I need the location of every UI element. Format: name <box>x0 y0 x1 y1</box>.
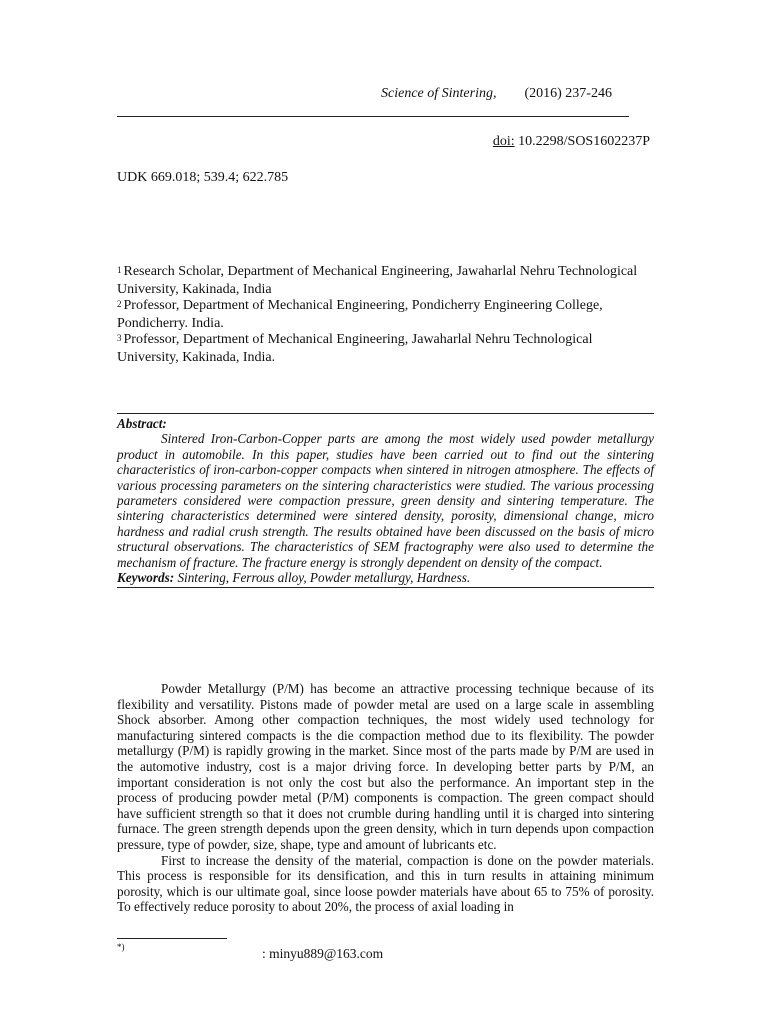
affiliation-number: 1 <box>117 265 122 275</box>
abstract-heading: Abstract: <box>117 416 167 431</box>
affiliation-number: 2 <box>117 299 122 309</box>
footnote-email: : minyu889@163.com <box>262 946 384 961</box>
footnote-mark: *) <box>117 942 125 952</box>
affiliation-3 <box>117 331 657 366</box>
body-text <box>117 681 654 915</box>
doi-value: 10.2298/SOS1602237P <box>514 134 650 149</box>
doi-link[interactable]: doi: <box>492 134 515 149</box>
footnote-rule <box>117 938 227 939</box>
journal-citation <box>381 86 612 102</box>
body-paragraph-1: Powder Metallurgy (P/M) has become an attractive processing technique because of its flexibility and versatility. Pistons made of powder metal are used on a large scale in assembling Shock absorber. Among other compaction techniques, the most widely used technology for manufacturing sintered compacts is the die compaction method due to its flexibility. The powder metallurgy (P/M) is rapidly growing in the market. Since most of the parts made by P/M are used in the automotive industry, cost is a major driving force. In developing better parts by P/M, an important consideration is not only the cost but also the performance. An important step in the process of producing powder metal (P/M) components is compaction. The green compact should have sufficient strength so that it does not crumble during handling until it is charged into sintering furnace. The green strength depends upon the green density, which in turn depends upon compaction pressure, type of powder, size, shape, type and amount of lubricants etc. <box>117 681 654 852</box>
keywords-line <box>117 570 654 585</box>
affiliation-1 <box>117 263 657 298</box>
udk-code: UDK 669.018; 539.4; 622.785 <box>117 170 289 185</box>
journal-name: Science of Sintering, <box>381 86 497 101</box>
keywords-heading: Keywords: <box>117 570 175 586</box>
abstract-section <box>117 413 654 588</box>
keywords-text: Sintering, Ferrous alloy, Powder metallurgy, Hardness. <box>174 570 471 586</box>
doi-line <box>493 134 650 150</box>
abstract-text: Sintered Iron-Carbon-Copper parts are among the most widely used powder metallurgy product in automobile. In this paper, studies have been carried out to find out the sintering characteristics of iron-carbon-copper compacts when sintered in nitrogen atmosphere. The effects of various processing parameters on the sintering characteristics were studied. The various processing parameters considered were compaction pressure, green density and sintering temperature. The sintering characteristics determined were sintered density, porosity, dimensional change, micro hardness and radial crush strength. The results obtained have been discussed on the basis of micro structural observations. The characteristics of SEM fractography were also used to determine the mechanism of fracture. The fracture energy is strongly dependent on density of the compact. <box>117 431 654 570</box>
header-rule <box>117 116 629 117</box>
affiliation-text: Research Scholar, Department of Mechanical Engineering, Jawaharlal Nehru Technological University, Kakinada, India <box>117 264 638 297</box>
affiliation-text: Professor, Department of Mechanical Engineering, Jawaharlal Nehru Technological University, Kakinada, India. <box>117 332 593 365</box>
affiliation-text: Professor, Department of Mechanical Engineering, Pondicherry Engineering College, Pondicherry. India. <box>117 298 603 331</box>
body-paragraph-2: First to increase the density of the material, compaction is done on the powder materials. This process is responsible for its densification, and this in turn results in attaining minimum porosity, which is our ultimate goal, since loose powder materials have about 65 to 75% of porosity. To effectively reduce porosity to about 20%, the process of axial loading in <box>117 852 654 915</box>
affiliation-number: 3 <box>117 333 122 343</box>
affiliation-2 <box>117 297 657 332</box>
journal-year-pages: (2016) 237-246 <box>524 86 612 101</box>
